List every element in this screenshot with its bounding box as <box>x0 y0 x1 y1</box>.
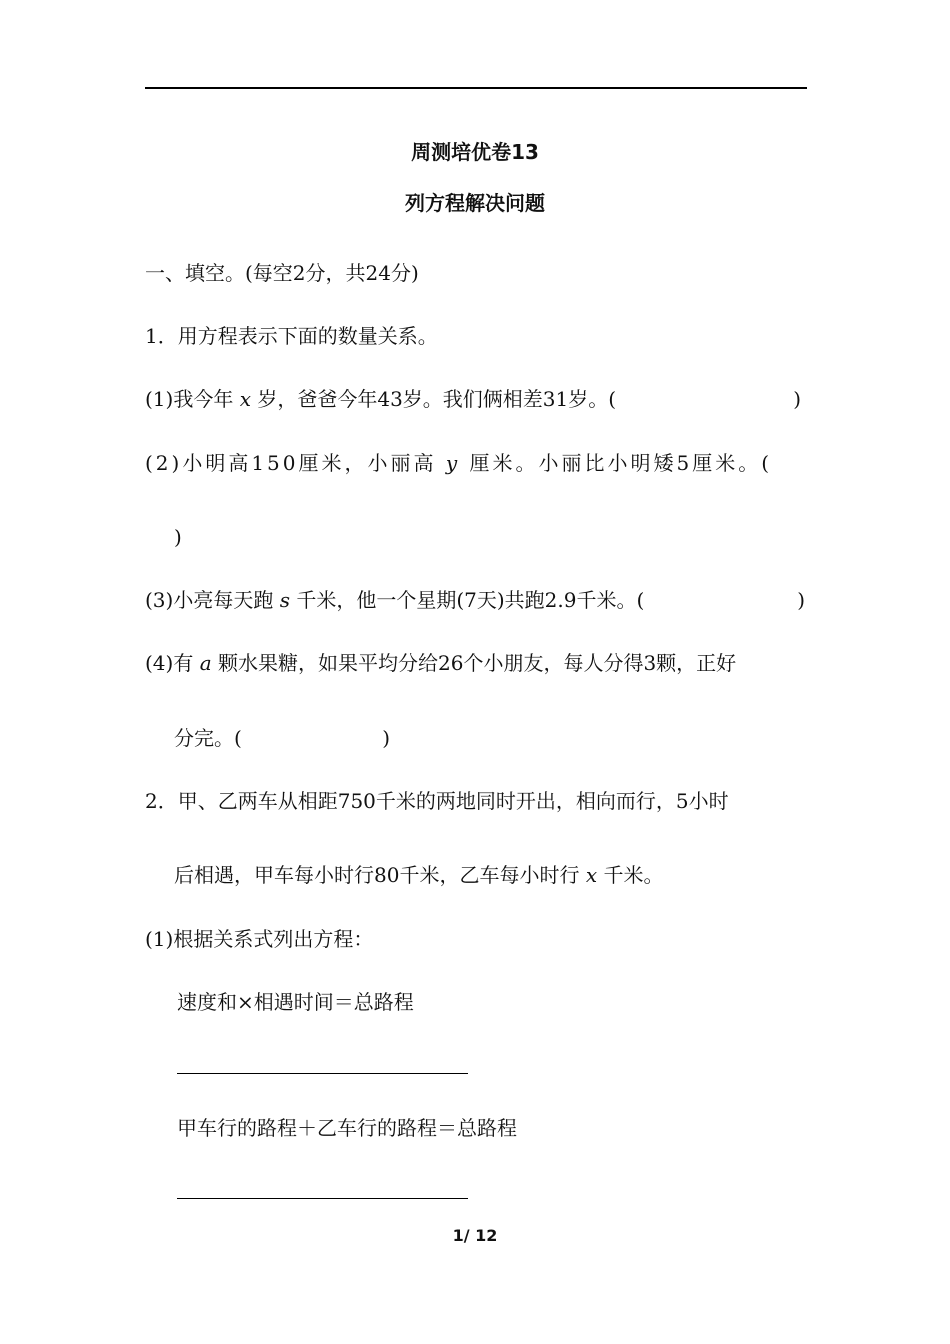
answer-close-paren: ) <box>797 588 805 612</box>
variable: y <box>445 451 461 475</box>
page-number: 1/ 12 <box>452 1226 498 1245</box>
question-2-sub-1: (1)根据关系式列出方程： <box>145 927 374 951</box>
question-1-item-3 <box>145 587 807 613</box>
question-1-item-4 <box>145 650 736 676</box>
question-1-item-2-close: ) <box>174 525 182 549</box>
answer-close-paren: ) <box>382 726 390 750</box>
variable: a <box>199 651 212 675</box>
header-rule <box>145 87 807 89</box>
item-text: 分完。( <box>174 726 242 750</box>
item-text: 千米。 <box>603 863 664 887</box>
question-1-item-1 <box>145 386 807 412</box>
variable: x <box>239 387 251 411</box>
item-text: (1)我今年 <box>145 387 234 411</box>
page-subtitle: 列方程解决问题 <box>405 191 545 215</box>
answer-close-paren: ) <box>793 387 801 411</box>
answer-blank-2[interactable] <box>177 1198 468 1199</box>
question-1-stem: 1．用方程表示下面的数量关系。 <box>145 324 438 348</box>
page-title: 周测培优卷13 <box>411 140 539 164</box>
item-text: 颗水果糖，如果平均分给26个小朋友，每人分得3颗，正好 <box>218 651 737 675</box>
question-1-item-2 <box>145 450 807 476</box>
question-2-stem-line-1: 2．甲、乙两车从相距750千米的两地同时开出，相向而行，5小时 <box>145 789 729 813</box>
item-text: 千米，他一个星期(7天)共跑2.9千米。( <box>296 588 645 612</box>
section-heading: 一、填空。(每空2分，共24分) <box>145 261 419 285</box>
variable: x <box>585 863 598 887</box>
variable: s <box>279 588 290 612</box>
item-text: 后相遇，甲车每小时行80千米，乙车每小时行 <box>174 863 580 887</box>
relation-2: 甲车行的路程＋乙车行的路程＝总路程 <box>177 1116 517 1140</box>
relation-1: 速度和×相遇时间＝总路程 <box>177 990 414 1014</box>
item-text: 厘米。小丽比小明矮5厘米。( <box>469 451 773 475</box>
item-text: (3)小亮每天跑 <box>145 588 274 612</box>
question-1-item-4-cont <box>174 725 394 751</box>
answer-blank-1[interactable] <box>177 1073 468 1074</box>
item-text: (4)有 <box>145 651 194 675</box>
item-text: 岁，爸爸今年43岁。我们俩相差31岁。( <box>257 387 617 411</box>
item-text: (2)小明高150厘米，小丽高 <box>145 451 437 475</box>
question-2-stem-line-2 <box>174 862 663 888</box>
